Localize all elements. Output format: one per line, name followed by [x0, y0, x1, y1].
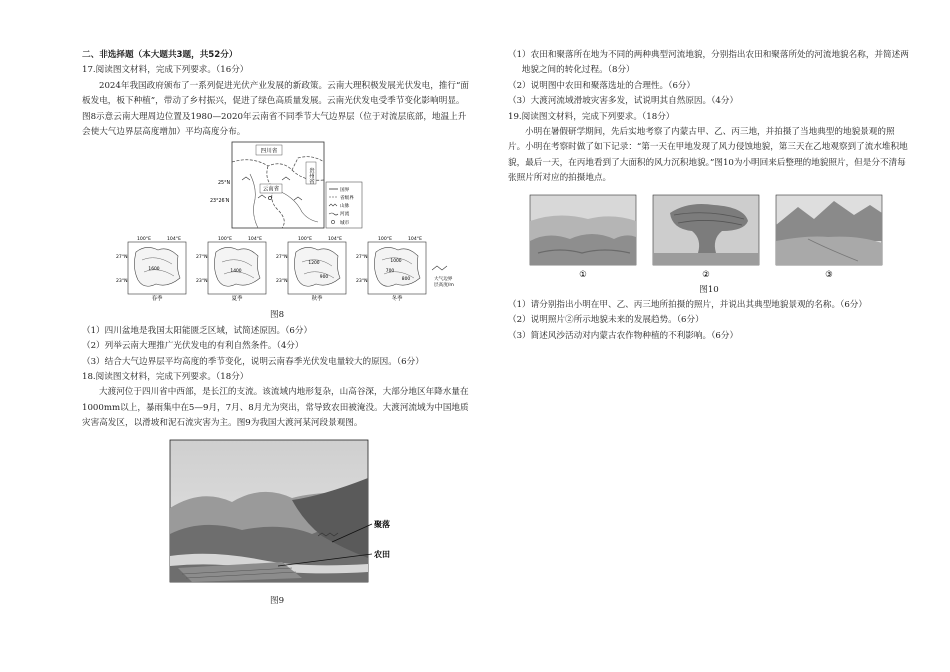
legend-national-border: 国界 — [340, 188, 350, 194]
q18-item-2: （2）说明图中农田和聚落选址的合理性。（6分） — [508, 80, 696, 91]
figure-10-caption: 图10 — [699, 284, 719, 295]
q17-item-3: （3）结合大气边界层平均高度的季节变化，说明云南春季光伏发电量较大的原因。（6分） — [82, 356, 424, 367]
seasonal-map-autumn — [276, 236, 346, 302]
svg-text:104°E: 104°E — [328, 237, 342, 243]
season-label-winter: 冬季 — [391, 296, 403, 303]
svg-text:100°E: 100°E — [137, 237, 151, 243]
svg-text:1600: 1600 — [148, 267, 160, 273]
season-label-spring: 春季 — [151, 296, 163, 303]
valley-photo — [170, 440, 390, 582]
q18-item-3: （3）大渡河流域滑坡灾害多发，试说明其自然原因。（4分） — [508, 96, 739, 107]
svg-text:100°E: 100°E — [218, 237, 232, 243]
figure-8 — [82, 140, 472, 308]
svg-text:900: 900 — [319, 275, 329, 281]
q19-heading: 19.阅读图文材料，完成下列要求。（18分） — [508, 111, 675, 122]
q18-material: 大渡河位于四川省中西部，是长江的支流。该流域内地形复杂，山高谷深，大部分地区年降水量在1000mm以上，暴雨集中在5—9月，7月、8月尤为突出，常导致农田被淹没。大渡河流域为中国地质灾害高发区，以滑坡和泥石流灾害为主。图9为我国大渡河某河段景观图。 — [82, 387, 469, 429]
q17-item-1: （1）四川盆地是我国太阳能匮乏区域，试简述原因。（6分） — [82, 325, 313, 336]
label-settlement: 聚落 — [374, 519, 390, 529]
season-label-autumn: 秋季 — [311, 296, 323, 303]
lat-label-2326n: 23°26′N — [210, 199, 230, 205]
q19-item-2: （2）说明照片②所示地貌未来的发展趋势。（6分） — [508, 315, 704, 326]
svg-text:27°N: 27°N — [276, 255, 288, 261]
svg-text:大气边界: 大气边界 — [434, 277, 453, 283]
q17-material: 2024年我国政府颁布了一系列促进光伏产业发展的新政策。云南大理积极发展光伏发电，推行“面板发电，板下种植”，带动了乡村振兴，促进了绿色高质量发展。云南光伏发电受季节变化影响明显。图8示意云南大理周边位置及1980—2020年云南省不同季节大气边界层（位于对流层底部，地温上升会使大气边界层高度增加）平均高度分布。 — [82, 80, 470, 138]
svg-text:23°N: 23°N — [356, 279, 368, 285]
figure-8-caption: 图8 — [269, 310, 285, 321]
svg-text:23°N: 23°N — [116, 279, 128, 285]
q18-heading: 18.阅读图文材料，完成下列要求。（18分） — [82, 372, 249, 383]
map-label-sichuan: 四川省 — [260, 148, 278, 155]
photo-3 — [776, 195, 882, 280]
q17-item-2: （2）列举云南大理推广光伏发电的有利自然条件。（4分） — [82, 341, 304, 352]
section-title: 二、非选择题（本大题共3题，共52分） — [82, 50, 238, 60]
figure-9 — [82, 438, 472, 594]
svg-text:23°N: 23°N — [276, 279, 288, 285]
svg-text:27°N: 27°N — [196, 255, 208, 261]
legend-provincial-border: 省级界 — [340, 196, 354, 202]
q18-item-1: （1）农田和聚落所在地为不同的两种典型河流地貌，分别指出农田和聚落所处的河流地貌名称，并简述两地貌之间的转化过程。（8分） — [508, 50, 909, 76]
seasonal-map-winter — [356, 236, 426, 302]
boundary-layer-note — [432, 266, 454, 288]
svg-text:100°E: 100°E — [298, 237, 312, 243]
svg-text:700: 700 — [385, 269, 395, 275]
figure-9-caption: 图9 — [269, 595, 285, 606]
q19-item-1: （1）请分别指出小明在甲、乙、丙三地所拍摄的照片，并说出其典型地貌景观的名称。（6分） — [508, 300, 867, 311]
svg-text:100°E: 100°E — [378, 237, 392, 243]
legend-river: 河流 — [340, 212, 350, 218]
svg-text:1000: 1000 — [390, 259, 402, 265]
left-column — [82, 48, 472, 609]
season-label-summer: 夏季 — [231, 296, 243, 303]
svg-text:1200: 1200 — [308, 261, 320, 267]
q19-item-3: （3）简述风沙活动对内蒙古农作物种植的不利影响。（6分） — [508, 330, 739, 341]
photo-1 — [530, 195, 636, 280]
photo-3-label: ③ — [825, 269, 833, 280]
legend-city: 城市 — [340, 221, 350, 227]
photo-2-label: ② — [702, 269, 710, 280]
label-farmland: 农田 — [374, 549, 390, 559]
photo-1-label: ① — [579, 269, 587, 280]
map-label-guizhou: 贵州省 — [308, 168, 314, 185]
right-column — [508, 48, 910, 344]
svg-text:1400: 1400 — [230, 269, 242, 275]
q17-heading: 17.阅读图文材料，完成下列要求。（16分） — [82, 65, 249, 76]
map-label-yunnan: 云南省 — [262, 186, 280, 193]
svg-text:800: 800 — [401, 277, 411, 283]
svg-text:27°N: 27°N — [356, 255, 368, 261]
regional-map — [210, 142, 362, 228]
svg-text:层高度/m: 层高度/m — [434, 283, 454, 289]
legend-mountain: 山脉 — [340, 204, 350, 210]
svg-text:104°E: 104°E — [248, 237, 262, 243]
svg-text:23°N: 23°N — [196, 279, 208, 285]
svg-text:104°E: 104°E — [408, 237, 422, 243]
svg-text:27°N: 27°N — [116, 255, 128, 261]
svg-text:104°E: 104°E — [167, 237, 181, 243]
photo-2 — [653, 195, 759, 280]
seasonal-map-summer — [196, 236, 266, 302]
lat-label-25n: 25°N — [218, 181, 231, 187]
q19-material: 小明在暑假研学期间，先后实地考察了内蒙古甲、乙、丙三地，并拍摄了当地典型的地貌景观的照片。小明在考察时做了如下记录：“第一天在甲地发现了风力侵蚀地貌，第三天在乙地观察到了流水堆积地貌，最后一天，在丙地看到了大面积的风力沉积地貌。”图10为小明回来后整理的地貌照片，但是分不清每张照片所对应的拍摄地点。 — [508, 127, 908, 184]
figure-10 — [508, 191, 910, 283]
map-legend — [326, 182, 362, 228]
seasonal-map-spring — [116, 236, 186, 302]
